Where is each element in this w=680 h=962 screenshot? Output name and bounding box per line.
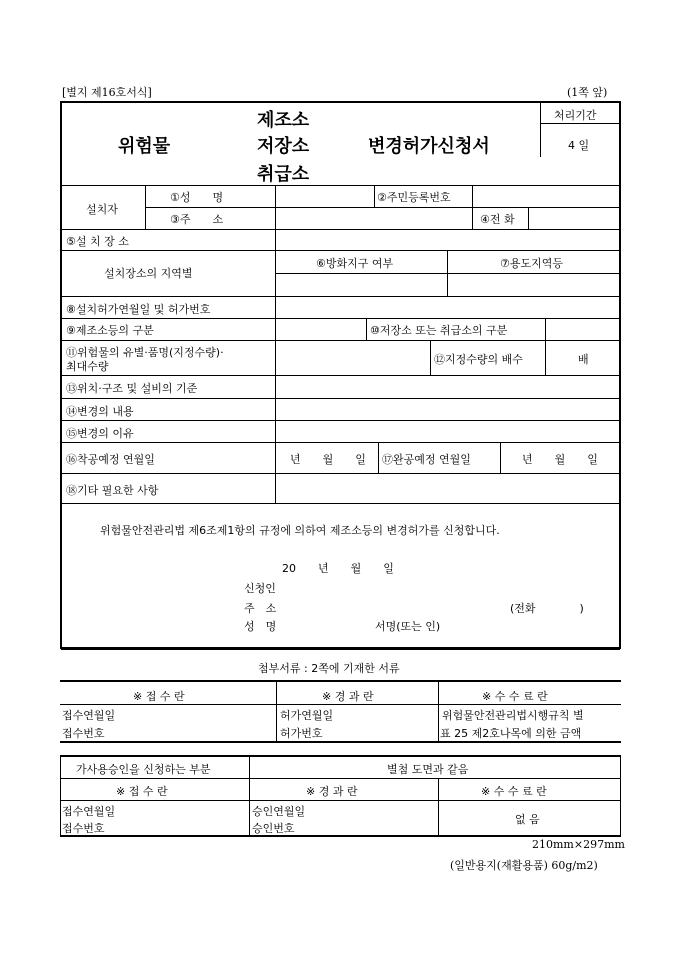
declaration-name: 성 명: [244, 620, 277, 633]
title-hazard: 위험물: [118, 136, 171, 157]
hazard-label-line2: 최대수량: [66, 360, 109, 373]
declaration-text: 위험물안전관리법 제6조제1항의 규정에 의하여 제조소등의 변경허가를 신청합니다.: [100, 524, 500, 537]
receipt-header: ※ 접 수 란: [133, 690, 185, 703]
temp-fee-value: 없 음: [515, 813, 540, 826]
title-facility-3: 취급소: [257, 164, 310, 185]
multiple-label: ⑫지정수량의 배수: [434, 353, 523, 366]
progress-header: ※ 경 과 란: [322, 690, 374, 703]
receipt-no-label: 접수번호: [62, 727, 105, 740]
use-zone-label: ⑦용도지역등: [500, 257, 563, 270]
signature-label: 서명(또는 인): [375, 620, 441, 633]
fire-zone-label: ⑥방화지구 여부: [316, 257, 394, 270]
complete-date-label: ⑰완공예정 연월일: [382, 453, 471, 466]
temp-fee-header: ※ 수 수 료 란: [481, 785, 547, 798]
receipt-date-label: 접수연월일: [62, 709, 116, 722]
temp-use-label: 가사용승인을 신청하는 부분: [76, 763, 211, 776]
applicant-label: 설치자: [86, 203, 118, 216]
declaration-address: 주 소: [244, 602, 277, 615]
resident-id-label: ②주민등록번호: [377, 191, 451, 204]
start-date-label: ⑯착공예정 연월일: [66, 453, 155, 466]
complete-date-format: 년 월 일: [522, 453, 598, 466]
location-label: ⑤설 치 장 소: [66, 235, 129, 248]
fee-text-line1: 위험물안전관리법시행규칙 별: [442, 709, 584, 722]
structure-label: ⑬위치·구조 및 설비의 기준: [66, 382, 198, 395]
multiple-unit: 배: [578, 353, 589, 366]
fee-header: ※ 수 수 료 란: [482, 690, 548, 703]
temp-approval-no: 승인번호: [252, 822, 295, 835]
permit-date-office: 허가연월일: [280, 709, 334, 722]
temp-receipt-header: ※ 접 수 란: [116, 785, 168, 798]
form-number: [별지 제16호서식]: [62, 86, 152, 99]
declaration-date: 20 년 월 일: [282, 562, 394, 575]
temp-progress-header: ※ 경 과 란: [306, 785, 358, 798]
change-reason-label: ⑮변경의 이유: [66, 427, 134, 440]
attachments-note: 첨부서류 : 2쪽에 기재한 서류: [258, 662, 400, 675]
storage-type-label: ⑩저장소 또는 취급소의 구분: [370, 324, 508, 337]
title-facility-2: 저장소: [257, 136, 310, 157]
address-label: ③주 소: [170, 213, 224, 226]
temp-receipt-no: 접수번호: [62, 822, 105, 835]
temp-receipt-date: 접수연월일: [62, 805, 116, 818]
phone-label: ④전 화: [480, 213, 515, 226]
permit-no-office: 허가번호: [280, 727, 323, 740]
title-application: 변경허가신청서: [368, 136, 490, 157]
other-label: ⑱기타 필요한 사항: [66, 484, 159, 497]
fee-text-line2: 표 25 제2호나목에 의한 금액: [440, 727, 582, 740]
hazard-label-line1: ⑪위험물의 유별·품명(지정수량)·: [66, 346, 224, 359]
title-facility-1: 제조소: [257, 110, 310, 131]
temp-approval-date: 승인연월일: [252, 805, 306, 818]
page-indicator: (1쪽 앞): [567, 86, 608, 99]
applicant-title: 신청인: [244, 582, 276, 595]
start-date-format: 년 월 일: [290, 453, 366, 466]
declaration-phone: (전화 ): [510, 602, 584, 615]
paper-size: 210mm×297mm: [532, 838, 625, 851]
processing-period-label: 처리기간: [554, 109, 597, 122]
facility-type-label: ⑨제조소등의 구분: [66, 324, 154, 337]
region-label: 설치장소의 지역별: [104, 267, 193, 280]
paper-type: (일반용지(재활용품) 60g/m2): [450, 859, 598, 872]
processing-period-value: 4 일: [568, 139, 590, 152]
change-content-label: ⑭변경의 내용: [66, 405, 134, 418]
permit-date-label: ⑧설치허가연월일 및 허가번호: [66, 303, 211, 316]
temp-use-value: 별첨 도면과 같음: [387, 763, 469, 776]
name-label: ①성 명: [170, 191, 224, 204]
